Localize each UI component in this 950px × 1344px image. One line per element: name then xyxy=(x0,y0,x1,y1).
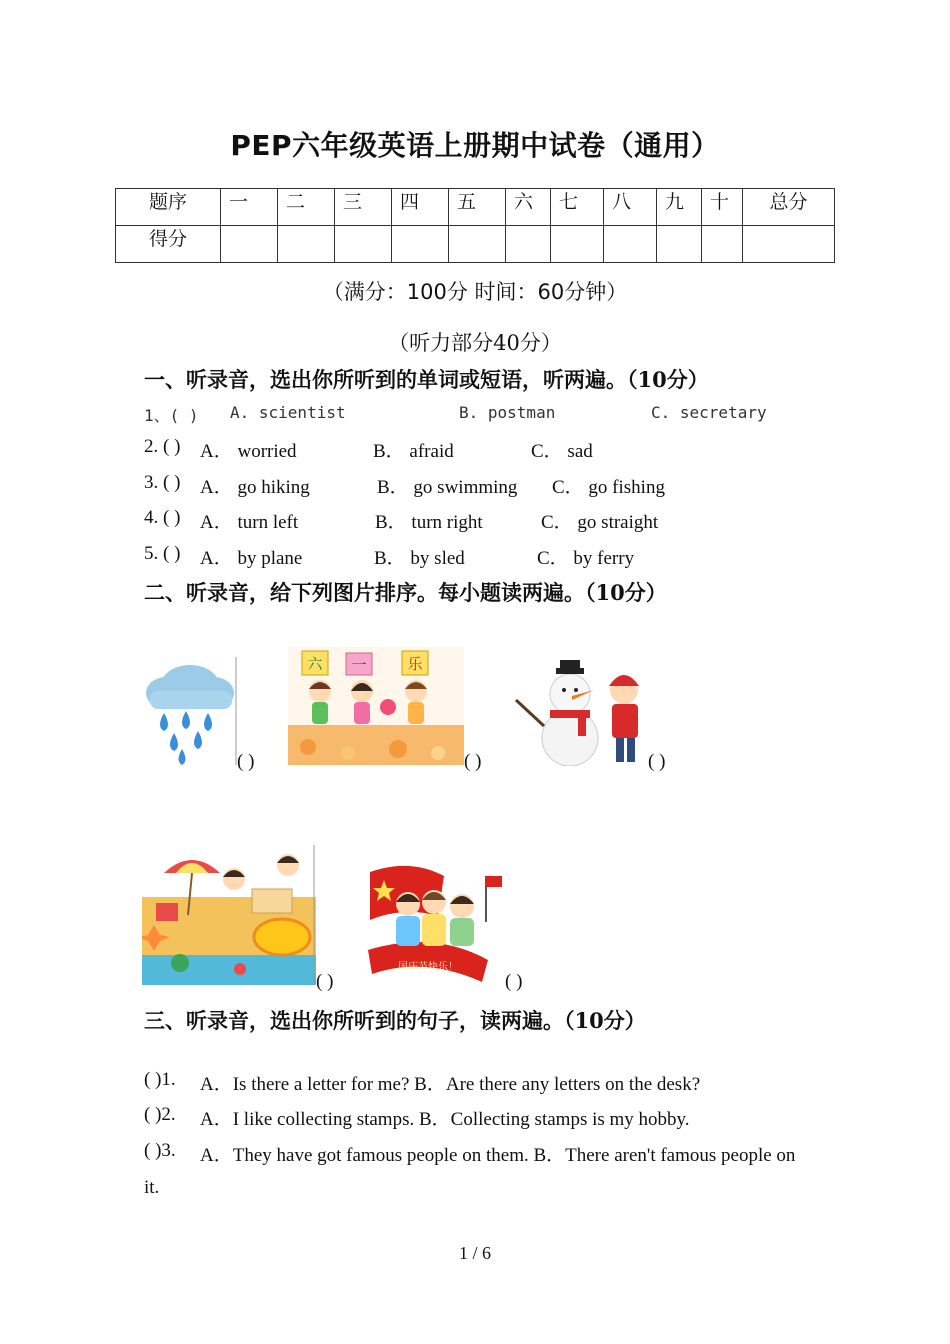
q4-option-a[interactable]: A． turn left xyxy=(200,512,299,533)
q3-option-a[interactable]: A． go hiking xyxy=(200,477,310,498)
rain-cloud-icon xyxy=(142,655,238,767)
q5-option-b[interactable]: B． by sled xyxy=(374,548,465,569)
q5-option-c[interactable]: C． by ferry xyxy=(537,548,635,569)
column-header: 十 xyxy=(702,189,743,226)
score-cell[interactable] xyxy=(335,226,392,263)
childrens-day-icon xyxy=(288,647,464,765)
q1-option-b[interactable]: B. postman xyxy=(459,403,556,422)
score-table-score-row xyxy=(116,226,835,263)
q2-option-b[interactable]: B． afraid xyxy=(373,441,454,462)
q1-option-a[interactable]: A. scientist xyxy=(230,403,346,422)
section2-heading: 二、听录音，给下列图片排序。每小题读两遍。（10分） xyxy=(144,580,667,605)
q3-option-b[interactable]: B． go swimming xyxy=(377,477,518,498)
order-blank-1[interactable]: ( ) xyxy=(237,751,255,772)
s3-q3-continuation: it. xyxy=(144,1177,160,1198)
score-cell[interactable] xyxy=(657,226,702,263)
s3-q1-number: ( )1. xyxy=(144,1069,176,1090)
column-header: 六 xyxy=(506,189,551,226)
column-header: 七 xyxy=(551,189,604,226)
s3-q1-options[interactable]: A．Is there a letter for me? B．Are there any letters on the desk? xyxy=(200,1074,701,1095)
order-blank-3[interactable]: ( ) xyxy=(648,751,666,772)
score-table-header-row xyxy=(116,189,835,226)
s3-q3-number: ( )3. xyxy=(144,1140,176,1161)
sign-le: 乐 xyxy=(407,655,423,673)
column-header: 一 xyxy=(221,189,278,226)
score-cell[interactable] xyxy=(702,226,743,263)
score-table xyxy=(115,188,835,263)
column-header: 五 xyxy=(449,189,506,226)
score-cell[interactable] xyxy=(278,226,335,263)
national-day-icon xyxy=(366,862,506,984)
page-title: PEP六年级英语上册期中试卷（通用） xyxy=(230,129,720,162)
listening-header: （听力部分40分） xyxy=(388,331,562,355)
column-header: 三 xyxy=(335,189,392,226)
score-cell[interactable] xyxy=(551,226,604,263)
score-cell[interactable] xyxy=(506,226,551,263)
q2-option-a[interactable]: A． worried xyxy=(200,441,297,462)
sign-liu: 六 xyxy=(307,655,323,673)
score-cell[interactable] xyxy=(743,226,835,263)
q1-option-c[interactable]: C. secretary xyxy=(651,403,767,422)
score-cell[interactable] xyxy=(392,226,449,263)
order-blank-4[interactable]: ( ) xyxy=(316,971,334,992)
s3-q2-options[interactable]: A．I like collecting stamps. B．Collecting stamps is my hobby. xyxy=(200,1109,690,1130)
order-blank-5[interactable]: ( ) xyxy=(505,971,523,992)
order-blank-2[interactable]: ( ) xyxy=(464,751,482,772)
column-header: 二 xyxy=(278,189,335,226)
s3-q3-options[interactable]: A．They have got famous people on them. B．There aren't famous people on xyxy=(200,1145,796,1166)
column-header: 九 xyxy=(657,189,702,226)
s3-q2-number: ( )2. xyxy=(144,1104,176,1125)
snowman-icon xyxy=(512,660,648,766)
q5-option-a[interactable]: A． by plane xyxy=(200,548,303,569)
beach-icon xyxy=(142,845,316,985)
banner-text: 国庆节快乐！ xyxy=(398,962,458,973)
q3-option-c[interactable]: C． go fishing xyxy=(552,477,665,498)
q1-number: 1、( ) xyxy=(144,406,199,425)
page-number: 1 / 6 xyxy=(458,1243,491,1263)
column-header: 八 xyxy=(604,189,657,226)
q2-number: 2. ( ) xyxy=(144,436,181,457)
score-cell[interactable] xyxy=(221,226,278,263)
row-label: 题序 xyxy=(116,189,221,226)
q3-number: 3. ( ) xyxy=(144,472,181,493)
q4-number: 4. ( ) xyxy=(144,507,181,528)
score-cell[interactable] xyxy=(449,226,506,263)
section3-heading: 三、听录音，选出你所听到的句子，读两遍。（10分） xyxy=(144,1008,646,1033)
q5-number: 5. ( ) xyxy=(144,543,181,564)
q4-option-b[interactable]: B． turn right xyxy=(375,512,483,533)
score-cell[interactable] xyxy=(604,226,657,263)
q2-option-c[interactable]: C． sad xyxy=(531,441,593,462)
exam-info: （满分：100分 时间：60分钟） xyxy=(322,280,628,304)
sign-yi: 一 xyxy=(351,656,367,674)
section1-heading: 一、听录音，选出你所听到的单词或短语，听两遍。（10分） xyxy=(144,367,709,392)
total-header: 总分 xyxy=(743,189,835,226)
q4-option-c[interactable]: C． go straight xyxy=(541,512,659,533)
row-label: 得分 xyxy=(116,226,221,263)
column-header: 四 xyxy=(392,189,449,226)
